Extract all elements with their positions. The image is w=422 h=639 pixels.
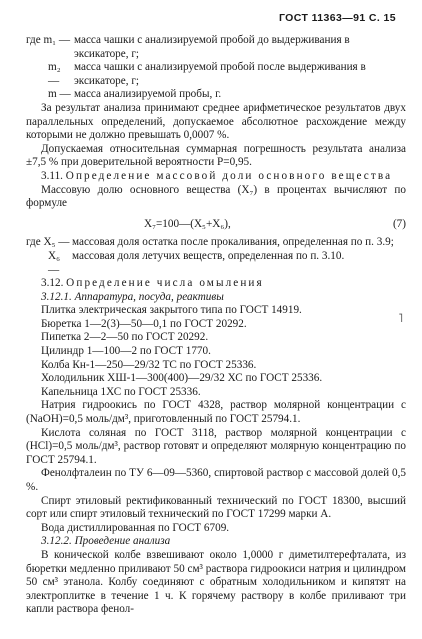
definition-row [26, 88, 406, 102]
definition-text: массовая доля остатка после прокаливания, определенная по п. 3.9; [72, 236, 394, 249]
definition-row [26, 236, 406, 250]
formula-expression: X₇=100—(X₅+X₆), [144, 217, 231, 230]
paragraph-procedure: В конической колбе взвешивают около 1,0000 г диметилтерефталата, из бюретки медленно приливают 50 см³ раствора гидроокиси натрия и цилиндром 50 см³ этанола. Колбу соединяют с обратным холодильником и кипятят на электроплитке в течение 1 ч. К горячему раствору в колбе приливают три капли раствора фенол- [26, 548, 406, 616]
definition-term: X₆ — [48, 249, 60, 276]
list-item: Плитка электрическая закрытого типа по ГОСТ 14919. [41, 304, 302, 317]
definition-text: масса чашки с анализируемой пробой после выдерживания в эксикаторе, г; [74, 61, 366, 87]
list-item: Бюретка 1—2(3)—50—0,1 по ГОСТ 20292. [41, 317, 247, 330]
page-header: ГОСТ 11363—91 С. 15 [278, 12, 396, 24]
paragraph-phenolphthalein: Фенолфталеин по ТУ 6—09—5360, спиртовой раствор с массовой долей 0,5 %. [26, 467, 406, 493]
section-heading-3-11 [26, 170, 406, 184]
paragraph-result: За результат анализа принимают среднее арифметическое результатов двух параллельных определений, допускаемое абсолютное расхождение между которыми не должно превышать 0,0007 %. [26, 101, 406, 142]
definition-text: масса чашки с анализируемой пробой до выдерживания в эксикаторе, г; [74, 34, 350, 60]
section-title: Определение массовой доли основного вещества [65, 169, 393, 182]
paragraph-naoh: Натрия гидроокись по ГОСТ 4328, раствор молярной концентрации с (NaOH)=0,5 моль/дм³, приготовленный по ГОСТ 25794.1. [26, 399, 406, 426]
paragraph-formula-intro: Массовую долю основного вещества (X₇) в процентах вычисляют по формуле [26, 183, 406, 210]
paragraph-error: Допускаемая относительная суммарная погрешность результата анализа ±7,5 % при доверительной вероятности P=0,95. [26, 142, 406, 169]
list-item: Холодильник ХШ-1—300(400)—29/32 ХС по ГОСТ 25336. [41, 372, 323, 385]
formula-7 [26, 211, 406, 237]
margin-mark: ˥ [398, 311, 403, 325]
definition-term: m₂ — [48, 61, 61, 87]
definitions-top [26, 34, 406, 102]
section-number: 3.12. [41, 277, 64, 290]
definitions-bottom [26, 236, 406, 277]
document-body [26, 34, 406, 617]
paragraph-spirit: Спирт этиловый ректификованный технический по ГОСТ 18300, высший сорт или спирт этиловый технический по ГОСТ 17299 марки А. [26, 494, 406, 521]
subsection-heading-3-12-1 [26, 291, 406, 305]
equipment-list [26, 304, 406, 399]
section-title: Определение числа омыления [66, 277, 264, 290]
list-item: Колба Кн-1—250—29/32 ТС по ГОСТ 25336. [41, 358, 257, 371]
section-heading-3-12 [26, 277, 406, 291]
definition-text: масса анализируемой пробы, г. [74, 88, 222, 101]
subsection-title: 3.12.1. Аппаратура, посуда, реактивы [41, 290, 224, 303]
list-item: Пипетка 2—2—50 по ГОСТ 20292. [41, 331, 209, 344]
definition-text: массовая доля летучих веществ, определенная по п. 3.10. [72, 249, 345, 262]
list-item: Цилиндр 1—100—2 по ГОСТ 1770. [41, 345, 211, 358]
subsection-heading-3-12-2 [26, 535, 406, 549]
paragraph-water: Вода дистиллированная по ГОСТ 6709. [41, 521, 230, 534]
definition-term: m — [48, 88, 71, 101]
formula-number: (7) [392, 217, 406, 230]
definition-term: где X₅ — [26, 236, 70, 249]
definition-row [26, 34, 406, 61]
definition-row [26, 61, 406, 88]
paragraph-hcl: Кислота соляная по ГОСТ 3118, раствор молярной концентрации с (HCl)=0,5 моль/дм³, раствор готовят и определяют молярную концентрацию по ГОСТ 25794.1. [26, 426, 406, 466]
definition-term: где m₁ — [26, 34, 71, 46]
definition-row [26, 250, 406, 277]
list-item: Капельница 1ХС по ГОСТ 25336. [41, 385, 201, 398]
section-number: 3.11. [41, 169, 63, 182]
subsection-title: 3.12.2. Проведение анализа [41, 535, 171, 548]
